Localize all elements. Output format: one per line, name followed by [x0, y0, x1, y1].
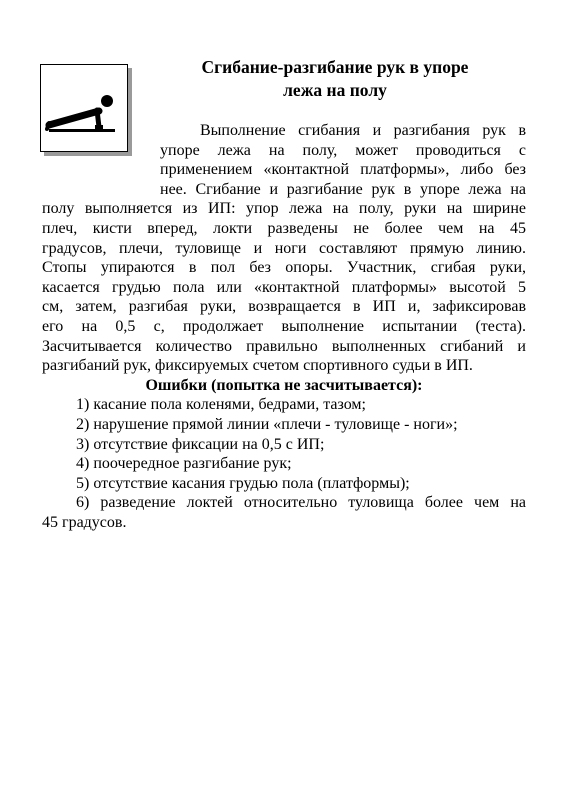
document-body	[42, 121, 526, 532]
text-line: Засчитывается количество правильно выполненных сгибаний и	[42, 337, 526, 355]
error-item: 5) отсутствие касания грудью пола (платформы);	[76, 474, 410, 492]
title-line-2: лежа на полу	[283, 80, 387, 100]
error-item-line-1: 6) разведение локтей относительно туловища более чем на	[76, 494, 526, 512]
error-item: 1) касание пола коленями, бедрами, тазом;	[76, 396, 366, 414]
errors-heading: Ошибки (попытка не засчитывается):	[145, 376, 423, 394]
error-item	[42, 493, 526, 532]
text-line: касается грудью пола или «контактной платформы» высотой 5	[42, 278, 526, 296]
error-item: 2) нарушение прямой линии «плечи - туловище - ноги»;	[76, 415, 458, 433]
page-title	[150, 56, 520, 102]
text-line: упоре лежа на полу, может проводиться с	[160, 141, 526, 159]
text-line: его на 0,5 с, продолжает выполнение испытании (теста).	[42, 317, 526, 335]
error-item: 3) отсутствие фиксации на 0,5 с ИП;	[76, 435, 325, 453]
text-line: полу выполняется из ИП: упор лежа на полу, руки на ширине	[42, 200, 526, 218]
text-line: нее. Сгибание и разгибание рук в упоре лежа на	[160, 180, 526, 198]
text-line: разгибаний рук, фиксируемых счетом спортивного судьи в ИП.	[42, 357, 473, 375]
text-line: см, затем, разгибая руки, возвращается в ИП и, зафиксировав	[42, 298, 526, 316]
text-line: градусов, плечи, туловище и ноги составляют прямую линию.	[42, 239, 526, 257]
title-line-1: Сгибание-разгибание рук в упоре	[201, 57, 469, 77]
text-line: Выполнение сгибания и разгибания рук в	[200, 122, 526, 139]
text-line: Стопы упираются в пол без опоры. Участник, сгибая руки,	[42, 259, 526, 277]
text-line: применением «контактной платформы», либо без	[160, 161, 526, 179]
text-line: плеч, кисти вперед, локти разведены не более чем на 45	[42, 219, 526, 237]
description-paragraph	[42, 121, 526, 376]
error-item-line-2: 45 градусов.	[42, 513, 127, 531]
error-item: 4) поочередное разгибание рук;	[76, 455, 292, 473]
